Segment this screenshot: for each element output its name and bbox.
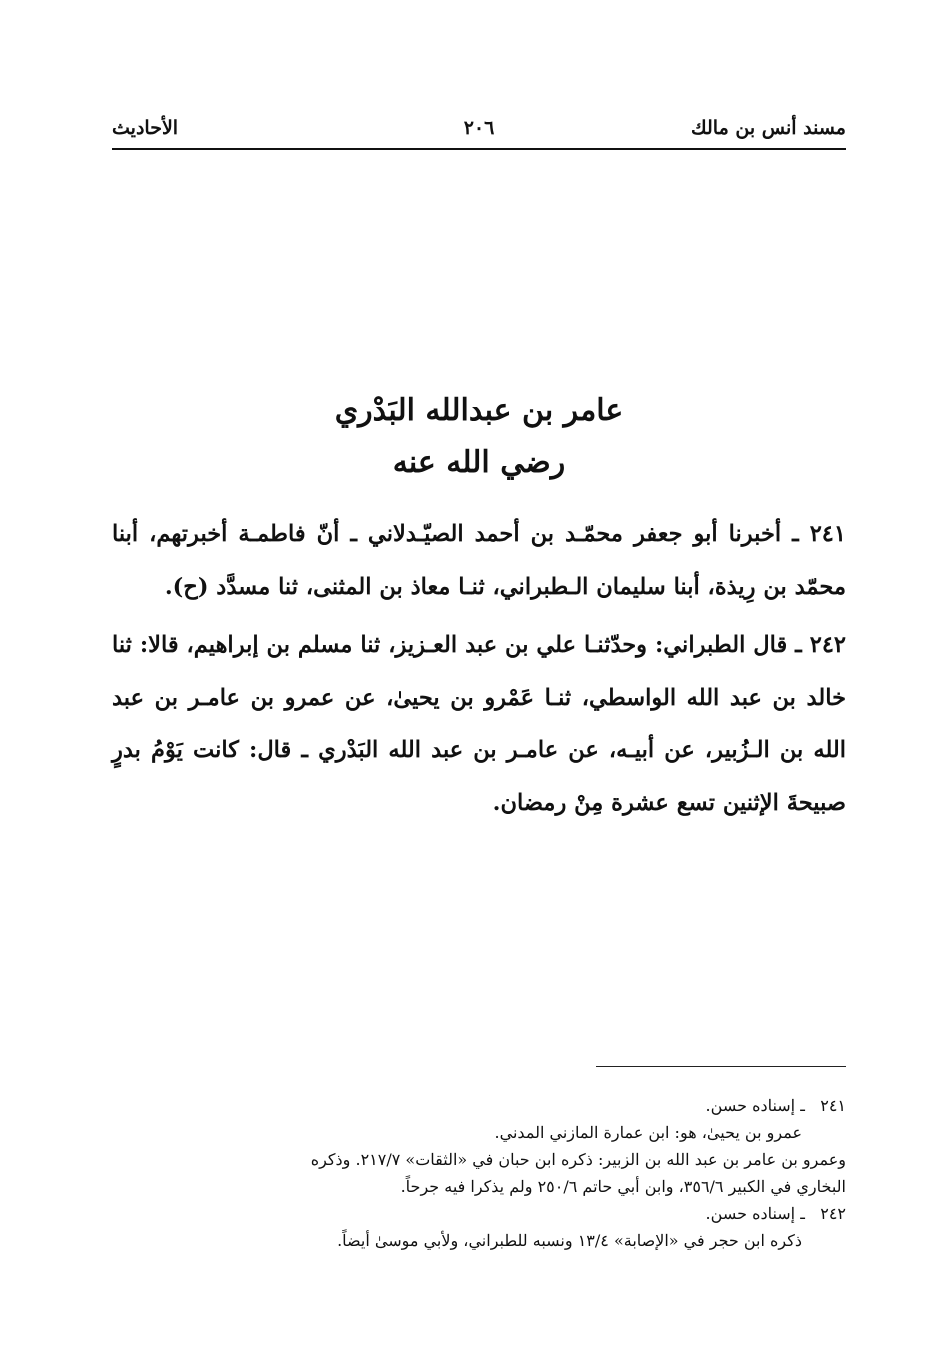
- footnote-line: [112, 1146, 846, 1173]
- footnote-line: [112, 1227, 846, 1254]
- footnote-line: [112, 1119, 846, 1146]
- header-section-title: الأحاديث: [112, 117, 179, 139]
- footnote-line: [112, 1200, 846, 1227]
- footnote-line: [112, 1092, 846, 1119]
- hadith-body: [112, 508, 846, 835]
- footnote-text: عمرو بن يحيىٰ، هو: ابن عمارة المازني المدني.: [494, 1123, 802, 1142]
- hadith-number: ٢٤١: [809, 521, 846, 547]
- section-heading: [112, 385, 846, 489]
- footnote-text: ـ إسناده حسن.: [705, 1204, 805, 1223]
- section-title: عامر بن عبدالله البَدْري: [334, 393, 624, 428]
- page-number: ٢٠٦: [463, 117, 495, 139]
- footnote-number: ٢٤٢: [820, 1204, 846, 1223]
- footnote-text: البخاري في الكبير ٣٥٦/٦، وابن أبي حاتم ٢٥٠/٦ ولم يذكرا فيه جرحاً.: [400, 1177, 846, 1196]
- footnote-divider: [596, 1066, 846, 1067]
- footnote-text: ـ إسناده حسن.: [705, 1096, 805, 1115]
- footnote-line: [112, 1173, 846, 1200]
- header-book-title: مسند أنس بن مالك: [691, 117, 846, 139]
- hadith-text: ـ أخبرنا أبو جعفر محمّـد بن أحمد الصيّـدلاني ـ أنّ فاطمـة أخبرتهم، أبنا محمّد بن رِيذة، أبنا سليمان الـطبراني، ثنـا معاذ بن المثنى، ثنا مسدَّد (ح).: [112, 521, 846, 600]
- running-header: [112, 108, 846, 150]
- hadith-number: ٢٤٢: [809, 632, 846, 658]
- section-subtitle: رضي الله عنه: [392, 445, 566, 480]
- hadith-text: ـ قال الطبراني: وحدّثنـا علي بن عبد العـزيز، ثنا مسلم بن إبراهيم، قالا: ثنا خالد بن عبد الله الواسطي، ثنـا عَمْرو بن يحيىٰ، عن عمرو بن عامـر بن عبد الله بن الـزُبير، عن أبيـه، عن عامـر بن عبد الله البَدْري ـ قال: كانت يَوْمُ بدرٍ صبيحةَ الإثنين تسع عشرة مِنْ رمضان.: [112, 632, 846, 816]
- hadith-paragraph: [112, 508, 846, 613]
- hadith-paragraph: [112, 619, 846, 829]
- footnote-text: ذكره ابن حجر في «الإصابة» ١٣/٤ ونسبه للطبراني، ولأبي موسىٰ أيضاً.: [337, 1231, 802, 1250]
- footnote-number: ٢٤١: [820, 1096, 846, 1115]
- footnotes: [112, 1092, 846, 1254]
- footnote-text: وعمرو بن عامر بن عبد الله بن الزبير: ذكره ابن حبان في «الثقات» ٢١٧/٧. وذكره: [310, 1150, 846, 1169]
